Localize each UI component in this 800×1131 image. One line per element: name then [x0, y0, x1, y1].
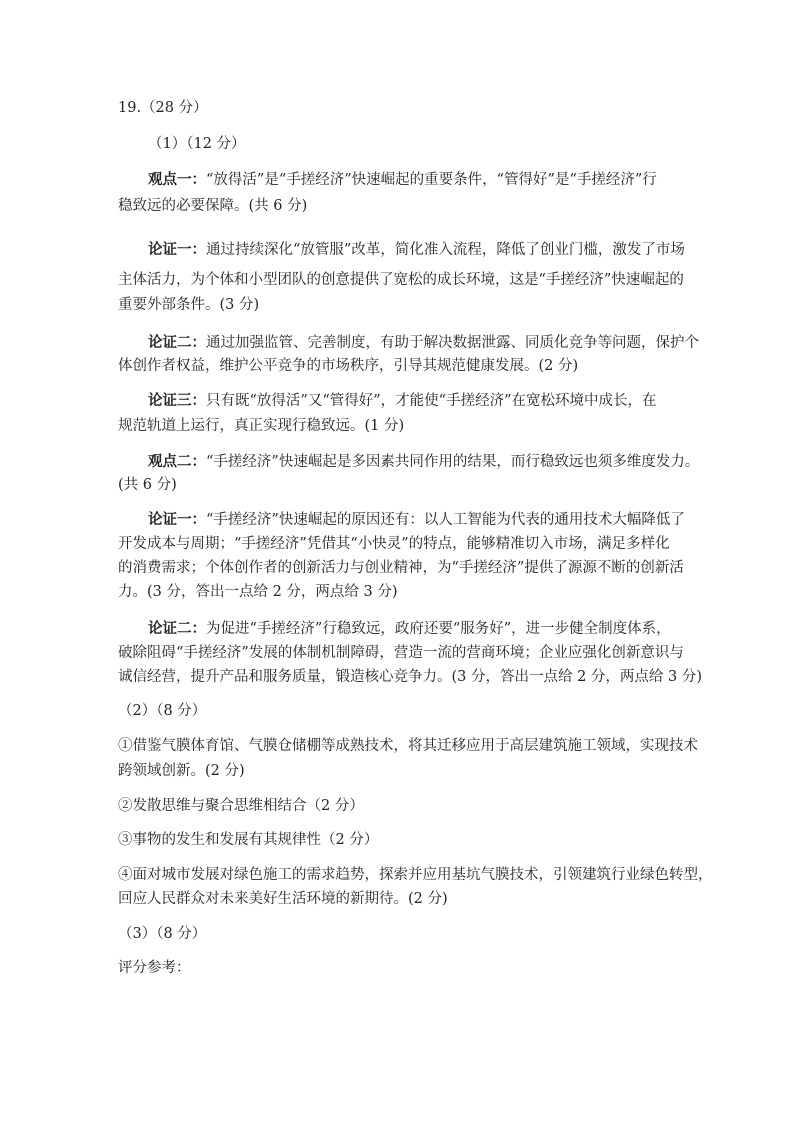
- part2-item1-line1: ①借鉴气膜体育馆、气膜仓储棚等成熟技术，将其迁移应用于高层建筑施工领域，实现技术: [118, 738, 698, 754]
- arg3-line1: [148, 391, 656, 411]
- arg5-line2: 破除阻碍“手搓经济”发展的体制机制障碍，营造一流的营商环境；企业应强化创新意识与: [118, 645, 684, 661]
- arg4-line2: 开发成本与周期；“手搓经济”凭借其“小快灵”的特点，能够精准切入市场，满足多样化: [118, 536, 670, 552]
- view1-line1: [148, 170, 657, 190]
- view2-label: 观点二：: [148, 453, 206, 470]
- part1-header: （1）（12 分）: [148, 136, 246, 152]
- view1-line2: 稳致远的必要保障。(共 6 分): [118, 198, 308, 214]
- arg1-line2: 主体活力，为个体和小型团队的创意提供了宽松的成长环境，这是“手搓经济”快速崛起的: [118, 272, 684, 288]
- part3-header: （3）（8 分）: [118, 926, 207, 942]
- arg3-text: 只有既“放得活”又“管得好”，才能使“手搓经济”在宽松环境中成长，在: [206, 393, 657, 409]
- arg5-label: 论证二：: [148, 620, 206, 637]
- arg5-line1: [148, 619, 671, 639]
- part3-note: 评分参考：: [118, 960, 191, 976]
- view1-label: 观点一：: [148, 171, 206, 188]
- part2-item1-line2: 跨领域创新。(2 分): [118, 763, 245, 779]
- arg2-text: 通过加强监管、完善制度，有助于解决数据泄露、同质化竞争等问题，保护个: [206, 335, 699, 351]
- arg4-line4: 力。(3 分，答出一点给 2 分，两点给 3 分): [118, 584, 398, 600]
- arg5-line3: 诚信经营，提升产品和服务质量，锻造核心竞争力。(3 分，答出一点给 2 分，两点给 3 分): [118, 669, 703, 685]
- part2-item2: ②发散思维与聚合思维相结合（2 分）: [118, 798, 364, 814]
- arg3-line2: 规范轨道上运行，真正实现行稳致远。(1 分): [118, 418, 405, 434]
- arg4-label: 论证一：: [148, 511, 206, 528]
- view2-line1: [148, 452, 699, 472]
- part2-item3: ③事物的发生和发展有其规律性（2 分）: [118, 832, 379, 848]
- view1-text: “放得活”是“手搓经济”快速崛起的重要条件，“管得好”是“手搓经济”行: [206, 172, 657, 188]
- arg1-label: 论证一：: [148, 241, 206, 258]
- part2-header: （2）（8 分）: [118, 703, 207, 719]
- arg5-text: 为促进“手搓经济”行稳致远，政府还要“服务好”，进一步健全制度体系，: [206, 621, 671, 637]
- arg2-line2: 体创作者权益，维护公平竞争的市场秩序，引导其规范健康发展。(2 分): [118, 358, 579, 374]
- arg4-text: “手搓经济”快速崛起的原因还有：以人工智能为代表的通用技术大幅降低了: [206, 512, 685, 528]
- arg1-line3: 重要外部条件。(3 分): [118, 297, 260, 313]
- arg3-label: 论证三：: [148, 392, 206, 409]
- arg2-line1: [148, 333, 699, 353]
- question-header: 19.（28 分）: [118, 100, 208, 116]
- arg1-text: 通过持续深化“放管服”改革，简化准入流程，降低了创业门槛，激发了市场: [206, 242, 685, 258]
- part2-item4-line1: ④面对城市发展对绿色施工的需求趋势，探索并应用基坑气膜技术，引领建筑行业绿色转型，: [118, 867, 713, 883]
- arg2-label: 论证二：: [148, 334, 206, 351]
- view2-line2: (共 6 分): [118, 477, 177, 493]
- part2-item4-line2: 回应人民群众对未来美好生活环境的新期待。(2 分): [118, 891, 448, 907]
- arg4-line1: [148, 510, 685, 530]
- view2-text: “手搓经济”快速崛起是多因素共同作用的结果，而行稳致远也须多维度发力。: [206, 454, 700, 470]
- arg1-line1: [148, 240, 685, 260]
- arg4-line3: 的消费需求；个体创作者的创新活力与创业精神，为“手搓经济”提供了源源不断的创新活: [118, 560, 684, 576]
